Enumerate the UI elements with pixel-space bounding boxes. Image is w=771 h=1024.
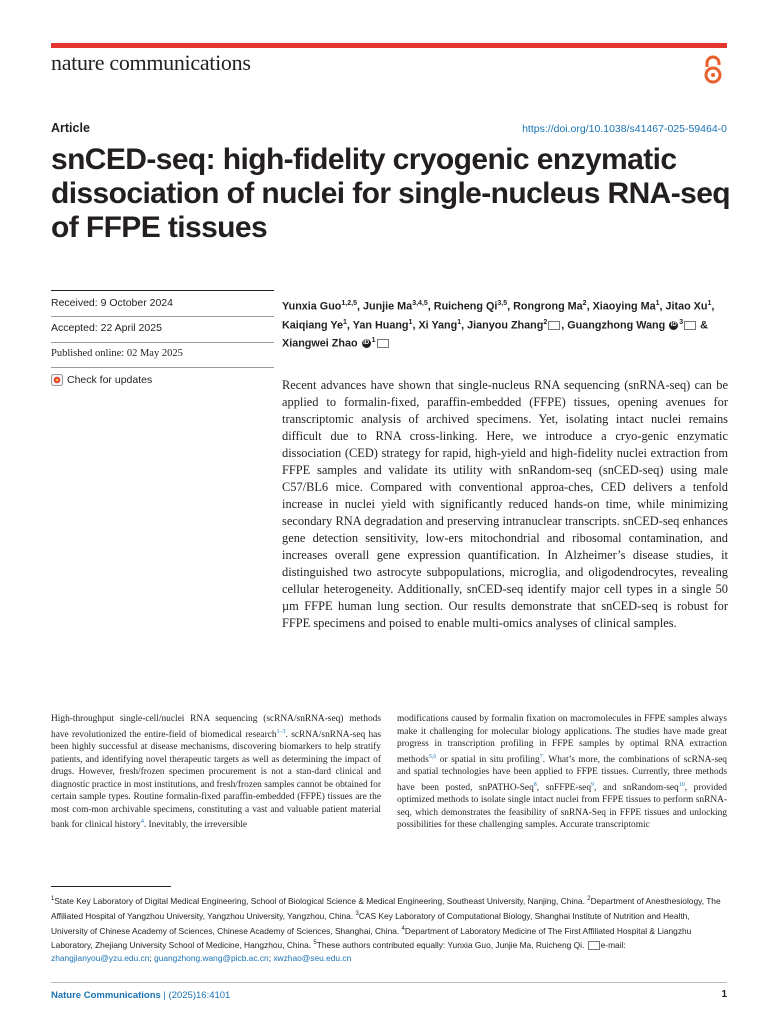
author-affil: 1 [655,300,660,307]
body-text: . scRNA/snRNA-seq has been highly successful at disease mechanisms, discovering biomarkers to help stratify patients, and identifying novel therapeutic targets as well as determining the impact of drugs. However, fresh/frozen specimen procurement is not a stan-dard clinical and diagnostic practice in most institutions, and fresh/frozen samples cannot be obtained for certain sample types. Routine formalin-fixed paraffin-embedded (FFPE) tissues are the most com-mon archivable specimens, constituting a vast and valuable patient material bank for clinical history [51,729,381,831]
author-affil: 2 [543,318,548,326]
reference-link[interactable]: 9 [591,781,595,788]
body-text: , snFFPE-seq [536,782,592,793]
reference-link[interactable]: 8 [533,781,537,788]
footer-journal[interactable]: Nature Communications [51,990,161,1001]
author-list: Yunxia Guo$^{1,2,5}$, Junjie Ma$^{3,4,5}$, Ruicheng Qi$^{3,5}$, Rongrong Ma$^2$, Xiaoying Ma$^1$, Jitao Xu$^1$, Kaiqiang Ye$^1$, Yan Huang$^1$, Xi Yang$^1$, Jianyou Zhang$^2$ , Guangzhong Wang iD $^3$ & Xiangwei Zhao iD $^1$ [282,300,715,350]
check-updates-label: Check for updates [67,374,153,386]
email-icon[interactable] [377,339,389,348]
affil-text: State Key Laboratory of Digital Medical Engineering, School of Biological Science & Medical Engineering, Southeast University, Nanjing, China. [54,895,588,906]
author-affil: 1 [408,318,413,326]
doi-link[interactable]: https://doi.org/10.1038/s41467-025-59464-0 [522,123,727,135]
body-text: High-throughput single-cell/nuclei RNA sequencing (scRNA/snRNA-seq) methods have revolutionized the entire-field of biomedical research [51,714,381,740]
author-name: Xiaoying Ma [592,300,656,313]
reference-link[interactable]: 4 [140,819,144,826]
email-icon [588,941,600,950]
affil-number: 1 [51,896,55,902]
author-name: Jianyou Zhang [467,319,544,332]
affil-text: Department of Laboratory Medicine of The First Affiliated Hospital & Liangzhu Laboratory, Zhejiang University School of Medicine, Hangzhou, China. [51,925,692,951]
meta-rule [51,342,274,343]
email-separator: ; [149,953,155,964]
author-name: Jitao Xu [665,300,708,313]
author-ampersand: & [700,319,708,332]
affiliations [51,893,727,965]
check-updates-button[interactable] [51,374,152,386]
author-affil: 3,4,5 [412,300,428,307]
accepted-date: Accepted: 22 April 2025 [51,322,162,334]
author-affil: 1 [371,337,376,345]
author-name: Yan Huang [352,319,409,332]
orcid-icon[interactable]: iD [670,321,677,328]
affil-text: Department of Anesthesiology, The Affiliated Hospital of Yangzhou University, Yangzhou University, Yangzhou, China. [51,895,721,921]
affil-number: 4 [401,925,405,932]
body-text: . Inevitably, the irreversible [143,820,248,831]
footnote-rule [51,886,171,887]
affil-number: 5 [313,940,317,947]
author-affil: 3 [679,318,684,326]
meta-rule [51,367,274,368]
author-name: Junjie Ma [362,300,413,313]
article-title: snCED-seq: high-fidelity cryogenic enzymatic dissociation of nuclei for single-nucleus RNA-seq of FFPE tissues [51,143,731,244]
abstract: Recent advances have shown that single-nucleus RNA sequencing (snRNA-seq) can be applied to formalin-fixed, paraffin-embedded (FFPE) tissues, opening avenues for transcriptomic analysis of archived specimens. Yet, isolating intact nuclei remains difficult due to RNA cross-linking. Here, we introduce a cryo-genic enzymatic dissociation (CED) strategy for rapid, high-yield and high-fidelity nuclei extraction from FFPE samples and validate its utility with snRandom-seq (snCED-seq) using male C57/BL6 mice. Compared with conventional approa-ches, CED delivers a tenfold increase in nuclei yield with significantly reduced hands-on time, while minimizing secondary RNA degradation and preserving intranuclear transcripts. snCED-seq enhances gene detection sensitivity, low-ers mitochondrial and ribosomal contamination, and increases overall gene expression quantification. In Alzheimer’s disease studies, it distinguished two astrocyte subpopulations, microglia, and oligodendrocytes, revealing cellular heterogeneity. Additionally, snCED-seq identify major cell types in a single 50 µm FFPE human lung section. Our results demonstrate that snCED-seq is robust for FFPE specimens and poised to enable multi-omics analyses of clinical samples. [282,378,728,630]
reference-link[interactable]: 1–3 [276,728,286,735]
author-affil: 1 [707,300,712,307]
author-affil: 1,2,5 [341,300,357,307]
journal-name: nature communications [51,50,251,75]
body-text: , and snRandom-seq [594,782,679,793]
author-name: Xi Yang [418,319,458,332]
email-separator: ; [268,953,274,964]
affil-number: 3 [355,910,359,917]
header-accent-bar [51,43,727,48]
body-column-right [397,713,727,832]
author-name: Kaiqiang Ye [282,319,344,332]
author-affil: 1 [457,318,462,326]
email-icon[interactable] [684,321,696,330]
email-link[interactable]: guangzhong.wang@picb.ac.cn [154,953,269,964]
meta-rule-top [51,290,274,291]
author-affil: 3,5 [497,300,508,307]
footer-volume: | (2025)16:4101 [160,990,231,1001]
author-affil: 2 [582,300,587,307]
open-access-icon [700,55,726,85]
body-column-left [51,713,381,832]
footer-citation [51,990,230,1001]
email-link[interactable]: zhangjianyou@yzu.edu.cn [51,953,150,964]
orcid-icon[interactable]: iD [363,340,370,347]
reference-link[interactable]: 7 [539,753,543,760]
author-name: Ruicheng Qi [433,300,498,313]
body-text: . What’s more, the combinations of scRNA-seq and spatial technologies have been applied to FFPE tissues. Currently, three methods have been posted, snPATHO-Seq [397,754,727,793]
body-text: or spatial in situ profiling [436,754,540,765]
author-name: Yunxia Guo [282,300,342,313]
affil-text: CAS Key Laboratory of Computational Biology, Shanghai Institute of Nutrition and Health, University of Chinese Academy of Sciences, Chinese Academy of Sciences, Shanghai, China. [51,910,690,936]
footer-rule [51,982,727,983]
author-name: Xiangwei Zhao [282,337,358,350]
author-affil: 1 [343,318,347,326]
reference-link[interactable]: 5,6 [428,753,437,760]
affil-number: 2 [587,896,591,902]
email-icon[interactable] [548,321,560,330]
meta-rule [51,316,274,317]
received-date: Received: 9 October 2024 [51,297,173,309]
reference-link[interactable]: 10 [678,781,685,788]
email-link[interactable]: xwzhao@seu.edu.cn [273,953,352,964]
email-label: e-mail: [600,940,626,951]
affil-text: These authors contributed equally: Yunxia Guo, Junjie Ma, Ruicheng Qi. [316,940,587,951]
article-type-label: Article [51,121,90,135]
author-name: Guangzhong Wang [567,319,666,332]
published-date: Published online: 02 May 2025 [51,348,183,359]
body-text: modifications caused by formalin fixation on macromolecules in FFPE samples always make it challenging for molecular biology applications. The studies have made great progress in transcription profiling in FFPE samples by optimal RNA extraction methods [397,714,727,765]
body-text: , provided optimized methods to isolate single intact nuclei from FFPE tissues to perform snRNA-seq, which demonstrates the feasibility of snRNA-Seq in FFPE tissues and unlocking possibilities for these challenging samples. Accurate transcriptomic [397,782,727,831]
author-name: Rongrong Ma [513,300,583,313]
check-updates-icon [51,374,63,386]
page-number: 1 [721,989,727,1000]
